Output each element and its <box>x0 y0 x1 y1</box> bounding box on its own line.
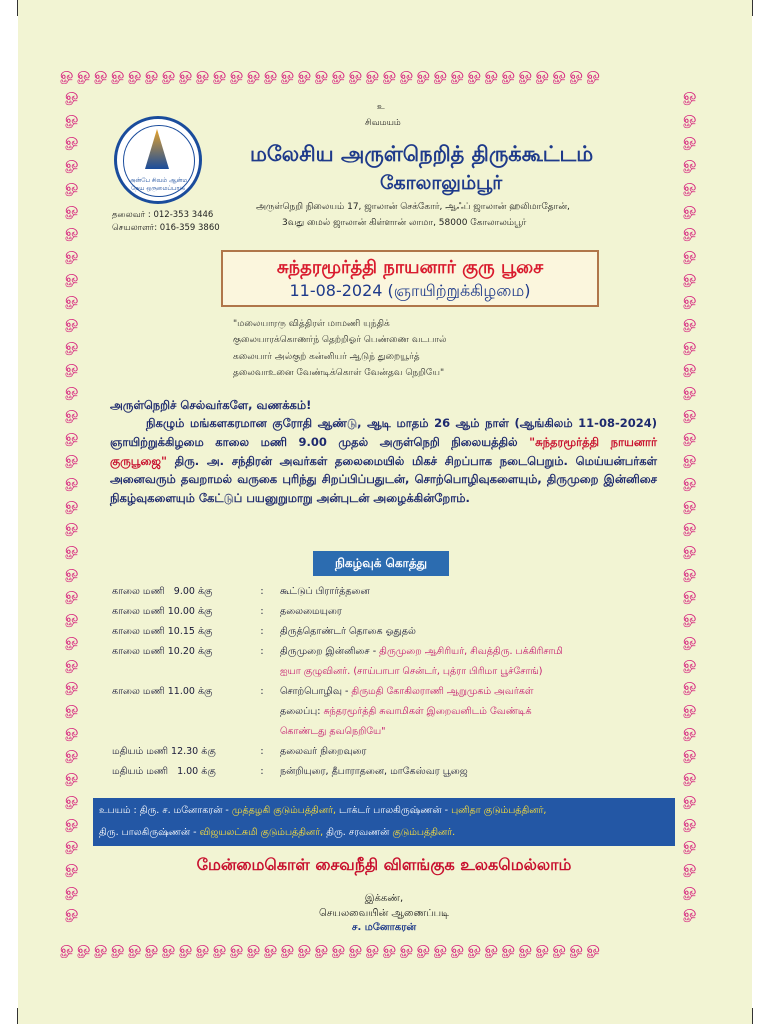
om-symbol-icon: ௐ <box>683 834 699 854</box>
om-symbol-icon: ௐ <box>161 64 179 83</box>
om-symbol-icon: ௐ <box>683 198 699 218</box>
sponsor-family: விஜயலட்சுமி குடும்பத்தினர், <box>199 827 324 838</box>
schedule-row <box>112 762 700 782</box>
om-symbol-icon: ௐ <box>65 425 81 445</box>
signoff-line-1: இக்கண், <box>364 893 404 904</box>
om-symbol-icon: ௐ <box>65 584 81 604</box>
om-symbol-icon: ௐ <box>683 584 699 604</box>
om-symbol-icon: ௐ <box>683 539 699 559</box>
om-symbol-icon: ௐ <box>586 64 604 83</box>
invitation-event-name: "சுந்தரமூர்த்தி நாயனார் குருபூஜை" <box>110 434 657 468</box>
om-symbol-icon: ௐ <box>501 938 519 957</box>
om-symbol-icon: ௐ <box>683 85 699 104</box>
om-symbol-icon: ௐ <box>65 766 81 786</box>
sponsors-label: உபயம் : <box>99 805 140 816</box>
om-symbol-icon: ௐ <box>229 64 247 83</box>
om-symbol-icon: ௐ <box>246 938 264 957</box>
om-symbol-icon: ௐ <box>65 312 81 332</box>
om-symbol-icon: ௐ <box>683 561 699 581</box>
om-symbol-icon: ௐ <box>331 64 349 83</box>
address-line-1: அருள்நெறி நிலையம் 17, ஜாலான் செக்கோர், ஆஃப் ஜாலான் ஹலிமாதோன், <box>256 202 570 212</box>
verse-line: "மலையாரரு வித்திரள் மாமணி யுந்திக் <box>233 319 390 329</box>
om-symbol-icon: ௐ <box>65 470 81 490</box>
om-symbol-icon: ௐ <box>65 243 81 263</box>
schedule-item <box>280 642 700 682</box>
om-symbol-icon: ௐ <box>399 64 417 83</box>
om-symbol-icon: ௐ <box>683 221 699 241</box>
om-symbol-icon: ௐ <box>518 64 536 83</box>
schedule-time: காலை மணி 9.00 க்கு <box>112 586 213 597</box>
om-symbol-icon: ௐ <box>399 938 417 957</box>
event-date: 11-08-2024 (ஞாயிற்றுக்கிழமை) <box>289 281 531 300</box>
schedule-item <box>280 682 700 742</box>
om-symbol-icon: ௐ <box>93 938 111 957</box>
top-mark: உ <box>377 102 385 112</box>
contact-secretary: செயலாளர்: 016-359 3860 <box>112 223 220 233</box>
om-symbol-icon: ௐ <box>501 64 519 83</box>
schedule-row <box>112 602 700 622</box>
om-symbol-icon: ௐ <box>195 64 213 83</box>
om-symbol-icon: ௐ <box>93 64 111 83</box>
schedule-time: காலை மணி 10.20 க்கு <box>112 646 213 657</box>
om-symbol-icon: ௐ <box>382 938 400 957</box>
om-symbol-icon: ௐ <box>65 834 81 854</box>
om-symbol-icon: ௐ <box>382 64 400 83</box>
organization-city: கோலாலும்பூர் <box>380 172 503 194</box>
om-symbol-icon: ௐ <box>65 902 81 922</box>
organization-logo <box>114 116 202 204</box>
om-symbol-icon: ௐ <box>569 64 587 83</box>
schedule-row <box>112 622 700 642</box>
om-symbol-icon: ௐ <box>161 938 179 957</box>
schedule-item-highlight: திருமுறை ஆசிரியர், சிவத்திரு. பக்கிரிசாமி <box>379 646 563 657</box>
om-symbol-icon: ௐ <box>212 64 230 83</box>
om-symbol-icon: ௐ <box>127 64 145 83</box>
om-symbol-icon: ௐ <box>683 334 699 354</box>
schedule-item: நன்றியுரை, தீபாராதனை, மாகேஸ்வர பூஜை <box>280 766 468 777</box>
om-symbol-icon: ௐ <box>65 85 81 104</box>
schedule-row <box>112 742 700 762</box>
om-symbol-icon: ௐ <box>65 289 81 309</box>
sponsor-family: புனிதா குடும்பத்தினர், <box>451 805 547 816</box>
om-symbol-icon: ௐ <box>683 766 699 786</box>
om-symbol-icon: ௐ <box>212 938 230 957</box>
om-symbol-icon: ௐ <box>433 938 451 957</box>
sponsors-band <box>93 798 675 846</box>
om-symbol-icon: ௐ <box>65 652 81 672</box>
schedule-time: மதியம் மணி 12.30 க்கு <box>112 746 216 757</box>
om-symbol-icon: ௐ <box>65 788 81 808</box>
om-symbol-icon: ௐ <box>65 334 81 354</box>
invitation-paragraph <box>110 414 657 508</box>
om-symbol-icon: ௐ <box>314 64 332 83</box>
om-symbol-icon: ௐ <box>552 938 570 957</box>
om-symbol-icon: ௐ <box>683 380 699 400</box>
hymn-verse <box>233 316 613 381</box>
om-symbol-icon: ௐ <box>110 64 128 83</box>
om-symbol-icon: ௐ <box>416 64 434 83</box>
sponsor-name: திரு. ச. மனோகரன் - <box>139 805 232 816</box>
om-symbol-icon: ௐ <box>144 64 162 83</box>
om-symbol-icon: ௐ <box>65 811 81 831</box>
address-line-2: 3வது மைல் ஜாலான் கிள்ளான் லாமா, 58000 கோலாலம்பூர் <box>282 218 527 228</box>
om-symbol-icon: ௐ <box>683 175 699 195</box>
om-symbol-icon: ௐ <box>683 266 699 286</box>
crop-mark <box>17 0 18 16</box>
om-symbol-icon: ௐ <box>65 675 81 695</box>
program-heading: நிகழ்வுக் கொத்து <box>313 551 449 576</box>
om-symbol-icon: ௐ <box>683 312 699 332</box>
om-symbol-icon: ௐ <box>280 938 298 957</box>
om-symbol-icon: ௐ <box>683 697 699 717</box>
om-symbol-icon: ௐ <box>484 64 502 83</box>
sponsors-line-2 <box>99 822 669 844</box>
schedule-item-highlight: கொண்டது தவநெறியே" <box>280 726 386 737</box>
om-border-bottom <box>60 938 702 958</box>
sponsors-line-1 <box>99 800 669 822</box>
schedule-item-highlight: சுந்தரமூர்த்தி சுவாமிகள் இறைவனிடம் வேண்டிக் <box>323 706 532 717</box>
om-symbol-icon: ௐ <box>297 64 315 83</box>
om-symbol-icon: ௐ <box>65 561 81 581</box>
om-symbol-icon: ௐ <box>65 539 81 559</box>
om-border-top <box>60 64 702 84</box>
om-symbol-icon: ௐ <box>65 629 81 649</box>
om-symbol-icon: ௐ <box>433 64 451 83</box>
schedule-item: தலைமையுரை <box>280 606 342 617</box>
om-symbol-icon: ௐ <box>65 493 81 513</box>
om-symbol-icon: ௐ <box>683 652 699 672</box>
om-symbol-icon: ௐ <box>683 743 699 763</box>
om-symbol-icon: ௐ <box>467 64 485 83</box>
schedule-time: காலை மணி 11.00 க்கு <box>112 686 213 697</box>
om-symbol-icon: ௐ <box>683 856 699 876</box>
verse-line: கலையார் அல்குற் கன்னியர் ஆடுந் துறையூர்த் <box>233 351 420 362</box>
om-symbol-icon: ௐ <box>683 607 699 627</box>
om-symbol-icon: ௐ <box>683 720 699 740</box>
om-symbol-icon: ௐ <box>178 938 196 957</box>
schedule-time: காலை மணி 10.00 க்கு <box>112 606 213 617</box>
om-symbol-icon: ௐ <box>65 402 81 422</box>
om-symbol-icon: ௐ <box>450 938 468 957</box>
schedule-time: மதியம் மணி 1.00 க்கு <box>112 766 216 777</box>
om-symbol-icon: ௐ <box>65 743 81 763</box>
om-symbol-icon: ௐ <box>683 811 699 831</box>
verse-line: தலைவாஉனை வேண்டிக்கொள் வேன்தவ நெறியே" <box>233 367 445 378</box>
om-symbol-icon: ௐ <box>65 380 81 400</box>
om-symbol-icon: ௐ <box>65 357 81 377</box>
om-symbol-icon: ௐ <box>263 64 281 83</box>
sponsor-name: டாக்டர் பாலகிருஷ்ணன் - <box>336 805 452 816</box>
schedule-item-text: சொற்பொழிவு - <box>280 686 352 697</box>
om-symbol-icon: ௐ <box>127 938 145 957</box>
om-symbol-icon: ௐ <box>535 938 553 957</box>
om-symbol-icon: ௐ <box>683 879 699 899</box>
om-symbol-icon: ௐ <box>683 425 699 445</box>
verse-line: குலையாரக்கொணர்ந் தெற்றிஓர் பெண்ணை வடபால் <box>233 335 447 346</box>
schedule-row <box>112 582 700 602</box>
om-symbol-icon: ௐ <box>683 493 699 513</box>
om-symbol-icon: ௐ <box>683 289 699 309</box>
om-symbol-icon: ௐ <box>348 64 366 83</box>
om-symbol-icon: ௐ <box>586 938 604 957</box>
om-symbol-icon: ௐ <box>484 938 502 957</box>
schedule-item: திருத்தொண்டர் தொகை ஓதுதல் <box>280 626 416 637</box>
motto: மேன்மைகொள் சைவநீதி விளங்குக உலகமெல்லாம் <box>196 855 572 874</box>
om-symbol-icon: ௐ <box>683 153 699 173</box>
invitation-text-1: நிகழும் மங்களகரமான குரோதி ஆண்டு, ஆடி மாதம் 26 ஆம் நாள் (ஆங்கிலம் 11-08-2024) ஞாயிற்றுக்கிழமை காலை மணி 9.00 முதல் அருள்நெறி நிலையத்தில் <box>110 416 657 449</box>
om-symbol-icon: ௐ <box>552 64 570 83</box>
logo-text: அன்பே சிவம் ஆன்ம நேய ஒருமைப்பாடு <box>128 177 188 192</box>
om-border-left <box>62 84 84 938</box>
schedule-item-text: திருமுறை இன்னிசை - <box>280 646 380 657</box>
om-symbol-icon: ௐ <box>683 243 699 263</box>
schedule-item: தலைவர் நிறைவுரை <box>280 746 367 757</box>
schedule-item: கூட்டுப் பிரார்த்தனை <box>280 586 370 597</box>
om-symbol-icon: ௐ <box>60 64 77 83</box>
sponsor-family: குடும்பத்தினர். <box>392 827 456 838</box>
om-symbol-icon: ௐ <box>683 788 699 808</box>
om-symbol-icon: ௐ <box>416 938 434 957</box>
crop-mark <box>752 0 753 16</box>
om-symbol-icon: ௐ <box>314 938 332 957</box>
om-symbol-icon: ௐ <box>280 64 298 83</box>
greeting: அருள்நெறிச் செல்வர்களே, வணக்கம்! <box>110 398 312 412</box>
organization-name: மலேசிய அருள்நெறித் திருக்கூட்டம் <box>250 142 594 166</box>
om-symbol-icon: ௐ <box>65 448 81 468</box>
om-symbol-icon: ௐ <box>65 175 81 195</box>
om-symbol-icon: ௐ <box>65 153 81 173</box>
om-symbol-icon: ௐ <box>65 198 81 218</box>
om-symbol-icon: ௐ <box>76 64 94 83</box>
signatory-name: ச. மனோகரன் <box>351 922 417 933</box>
schedule-row <box>112 642 700 682</box>
om-symbol-icon: ௐ <box>65 130 81 150</box>
crop-mark <box>752 1008 753 1024</box>
om-symbol-icon: ௐ <box>683 357 699 377</box>
om-symbol-icon: ௐ <box>365 938 383 957</box>
schedule-sep: : <box>260 606 264 617</box>
om-symbol-icon: ௐ <box>348 938 366 957</box>
om-symbol-icon: ௐ <box>178 64 196 83</box>
crop-mark <box>17 1008 18 1024</box>
om-symbol-icon: ௐ <box>246 64 264 83</box>
schedule-sep: : <box>260 586 264 597</box>
om-symbol-icon: ௐ <box>65 879 81 899</box>
signoff-line-2: செயலவையின் ஆணைப்படி <box>318 908 450 919</box>
schedule-sep: : <box>260 626 264 637</box>
om-symbol-icon: ௐ <box>65 516 81 536</box>
om-symbol-icon: ௐ <box>518 938 536 957</box>
sponsor-family: முத்தழகி குடும்பத்தினர், <box>231 805 337 816</box>
om-symbol-icon: ௐ <box>683 402 699 422</box>
om-symbol-icon: ௐ <box>683 470 699 490</box>
om-symbol-icon: ௐ <box>195 938 213 957</box>
om-symbol-icon: ௐ <box>297 938 315 957</box>
om-symbol-icon: ௐ <box>65 221 81 241</box>
event-title: சுந்தரமூர்த்தி நாயனார் குரு பூசை <box>276 257 544 278</box>
contact-president: தலைவர் : 012-353 3446 <box>112 210 214 220</box>
om-symbol-icon: ௐ <box>263 938 281 957</box>
om-symbol-icon: ௐ <box>60 938 77 957</box>
om-symbol-icon: ௐ <box>683 448 699 468</box>
om-border-right <box>680 84 702 938</box>
om-symbol-icon: ௐ <box>683 516 699 536</box>
schedule-item-highlight: திருமதி கோகிலராணி ஆறுமுகம் அவர்கள் <box>351 686 534 697</box>
sponsor-name: திரு. சரவணன் <box>323 827 393 838</box>
om-symbol-icon: ௐ <box>683 902 699 922</box>
om-symbol-icon: ௐ <box>450 64 468 83</box>
sponsor-name: திரு. பாலகிருஷ்ணன் - <box>99 827 200 838</box>
event-box <box>221 250 599 307</box>
om-symbol-icon: ௐ <box>229 938 247 957</box>
schedule-sep: : <box>260 686 264 697</box>
schedule-time: காலை மணி 10.15 க்கு <box>112 626 213 637</box>
schedule-sep: : <box>260 646 264 657</box>
om-symbol-icon: ௐ <box>144 938 162 957</box>
om-symbol-icon: ௐ <box>65 720 81 740</box>
om-symbol-icon: ௐ <box>76 938 94 957</box>
schedule-item-highlight: ஐயா குழுவினர். (சாய்பாபா சென்டர், புத்ரா பிரிமா பூச்சோங்) <box>280 666 543 677</box>
om-symbol-icon: ௐ <box>569 938 587 957</box>
om-symbol-icon: ௐ <box>467 938 485 957</box>
om-symbol-icon: ௐ <box>365 64 383 83</box>
om-symbol-icon: ௐ <box>65 266 81 286</box>
om-symbol-icon: ௐ <box>65 697 81 717</box>
schedule-item-text: தலைப்பு: <box>280 706 324 717</box>
schedule-row <box>112 682 700 742</box>
om-symbol-icon: ௐ <box>65 607 81 627</box>
schedule-sep: : <box>260 766 264 777</box>
program-schedule <box>112 582 700 782</box>
om-symbol-icon: ௐ <box>535 64 553 83</box>
top-word: சிவமயம் <box>365 118 401 128</box>
om-symbol-icon: ௐ <box>683 675 699 695</box>
om-symbol-icon: ௐ <box>683 107 699 127</box>
schedule-sep: : <box>260 746 264 757</box>
om-symbol-icon: ௐ <box>110 938 128 957</box>
om-symbol-icon: ௐ <box>65 856 81 876</box>
om-symbol-icon: ௐ <box>683 130 699 150</box>
om-symbol-icon: ௐ <box>65 107 81 127</box>
om-symbol-icon: ௐ <box>683 629 699 649</box>
invitation-text-2: திரு. அ. சந்திரன் அவர்கள் தலைமையில் மிகச் சிறப்பாக நடைபெறும். மெய்யன்பர்கள் அனைவரும் தவறாமல் வருகை புரிந்து சிறப்பிப்பதுடன், சொற்பொழிவுகளையும், திருமுறை இன்னிசை நிகழ்வுகளையும் கேட்டுப் பயனுறுமாறு அன்புடன் அழைக்கின்றோம். <box>110 453 657 506</box>
om-symbol-icon: ௐ <box>331 938 349 957</box>
